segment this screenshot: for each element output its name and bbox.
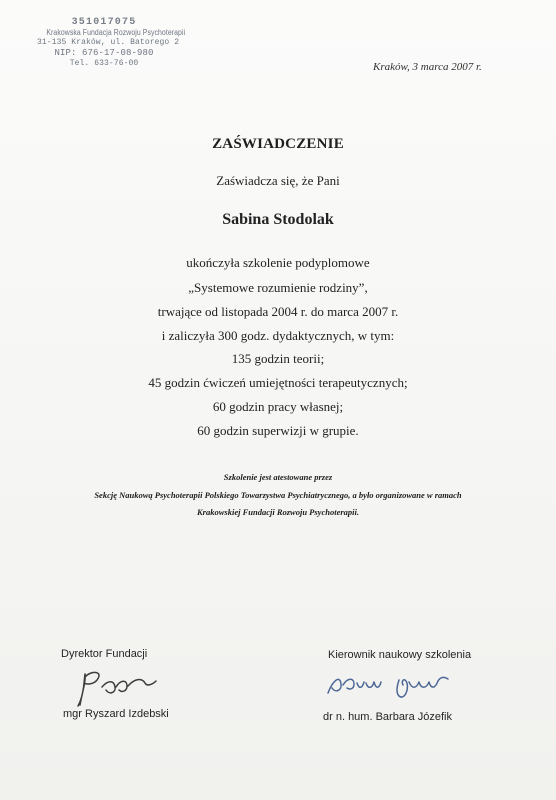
certificate-line-4: i zaliczyła 300 godz. dydaktycznych, w tym: xyxy=(161,328,395,343)
stamp-regon: 351017075 xyxy=(71,17,137,28)
certificate-title: ZAŚWIADCZENIE xyxy=(212,136,344,152)
certificate-line-5: 135 godzin teorii; xyxy=(231,351,325,366)
organization-stamp xyxy=(37,17,186,69)
scientific-director-signature xyxy=(323,671,455,701)
attestation-line-1: Szkolenie jest atestowane przez xyxy=(223,472,333,482)
certificate-line-3: trwające od listopada 2004 r. do marca 2007 r. xyxy=(157,304,399,319)
certificate-intro: Zaświadcza się, że Pani xyxy=(216,173,340,188)
stamp-nip: NIP: 676-17-08-980 xyxy=(54,48,154,58)
issue-date: Kraków, 3 marca 2007 r. xyxy=(373,61,482,73)
stamp-organization: Krakowska Fundacja Rozwoju Psychoterapii xyxy=(46,28,186,37)
scientific-director-role: Kierownik naukowy szkolenia xyxy=(328,649,472,661)
stamp-address: 31-135 Kraków, ul. Batorego 2 xyxy=(37,38,180,47)
attestation-line-3: Krakowskiej Fundacji Rozwoju Psychoterapii. xyxy=(197,507,359,517)
director-role: Dyrektor Fundacji xyxy=(61,648,148,660)
certificate-line-6: 45 godzin ćwiczeń umiejętności terapeutycznych; xyxy=(148,375,408,390)
stamp-phone: Tel. 633-76-00 xyxy=(69,59,139,68)
attestation-line-2: Sekcję Naukową Psychoterapii Polskiego Towarzystwa Psychiatrycznego, a było organizowane w ramach xyxy=(94,490,462,500)
director-signature xyxy=(66,669,160,709)
certificate-line-2: „Systemowe rozumienie rodziny”, xyxy=(188,280,368,295)
scientific-director-name: dr n. hum. Barbara Józefik xyxy=(323,711,453,723)
director-name: mgr Ryszard Izdebski xyxy=(63,708,169,720)
certificate-line-1: ukończyła szkolenie podyplomowe xyxy=(186,255,370,270)
certificate-line-8: 60 godzin superwizji w grupie. xyxy=(197,423,359,438)
certificate-line-7: 60 godzin pracy własnej; xyxy=(212,399,344,414)
recipient-name: Sabina Stodolak xyxy=(222,211,334,228)
